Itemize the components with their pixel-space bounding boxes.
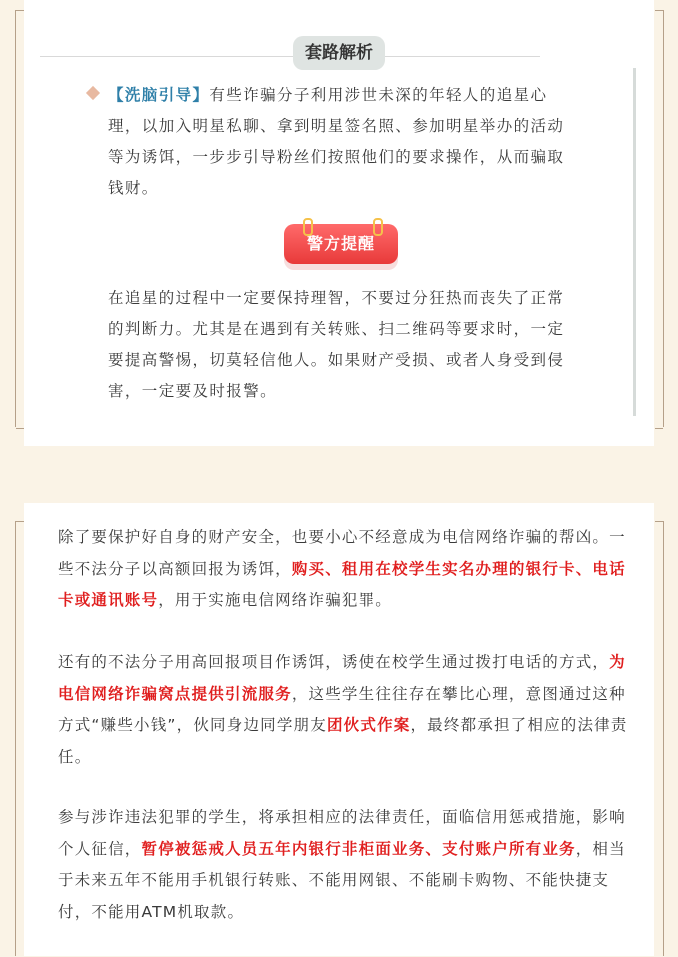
section-header <box>40 36 540 70</box>
warning-text: 在追星的过程中一定要保持理智，不要过分狂热而丧失了正常的判断力。尤其是在遇到有关转账、扫二维码等要求时，一定要提高警惕，切莫轻信他人。如果财产受损、或者人身受到侵害，一定要及时报警。 <box>108 289 565 400</box>
text: ，相当于未来五年不能用手机银行转账、不能用网银、不能刷卡购物、不能快捷支付，不能用ATM机取款。 <box>58 839 626 921</box>
text: 还有的不法分子用高回报项目作诱饵，诱使在校学生通过拨打电话的方式， <box>58 653 610 671</box>
paragraph-penalty <box>58 802 638 928</box>
paragraph-traffic <box>58 647 638 773</box>
scam-text: 有些诈骗分子利用涉世未深的年轻人的追星心理，以加入明星私聊、拿到明星签名照、参加明星举办的活动等为诱饵，一步步引导粉丝们按照他们的要求操作，从而骗取钱财。 <box>108 86 565 197</box>
text: ，最终都承担了相应的法律责任。 <box>58 716 628 766</box>
highlight-text: 团伙式作案 <box>326 716 411 734</box>
paragraph-accomplice <box>58 522 638 617</box>
highlight-text: 购买、租用在校学生实名办理的银行卡、电话卡或通讯账号 <box>58 559 626 609</box>
scrollbar[interactable] <box>633 68 636 416</box>
highlight-text: 为电信网络诈骗窝点提供引流服务 <box>58 653 626 703</box>
police-warning-badge <box>284 218 398 272</box>
section-title: 套路解析 <box>293 36 385 70</box>
text: ，用于实施电信网络诈骗犯罪。 <box>158 591 393 609</box>
tag-label: 【洗脑引导】 <box>108 86 210 104</box>
highlight-text: 暂停被惩戒人员五年内银行非柜面业务、支付账户所有业务 <box>141 839 576 858</box>
text: ，这些学生往往存在攀比心理，意图通过这种方式“赚些小钱”，伙同身边同学朋友 <box>58 684 626 734</box>
binder-ring-icon <box>303 218 313 236</box>
text: 参与涉诈违法犯罪的学生，将承担相应的法律责任，面临信用惩戒措施，影响个人征信， <box>58 808 626 858</box>
binder-ring-icon <box>373 218 383 236</box>
divider <box>40 56 540 57</box>
text: 除了要保护好自身的财产安全，也要小心不经意成为电信网络诈骗的帮凶。一些不法分子以高额回报为诱饵， <box>58 528 626 578</box>
scam-description <box>108 80 578 204</box>
warning-label: 警方提醒 <box>284 224 398 264</box>
